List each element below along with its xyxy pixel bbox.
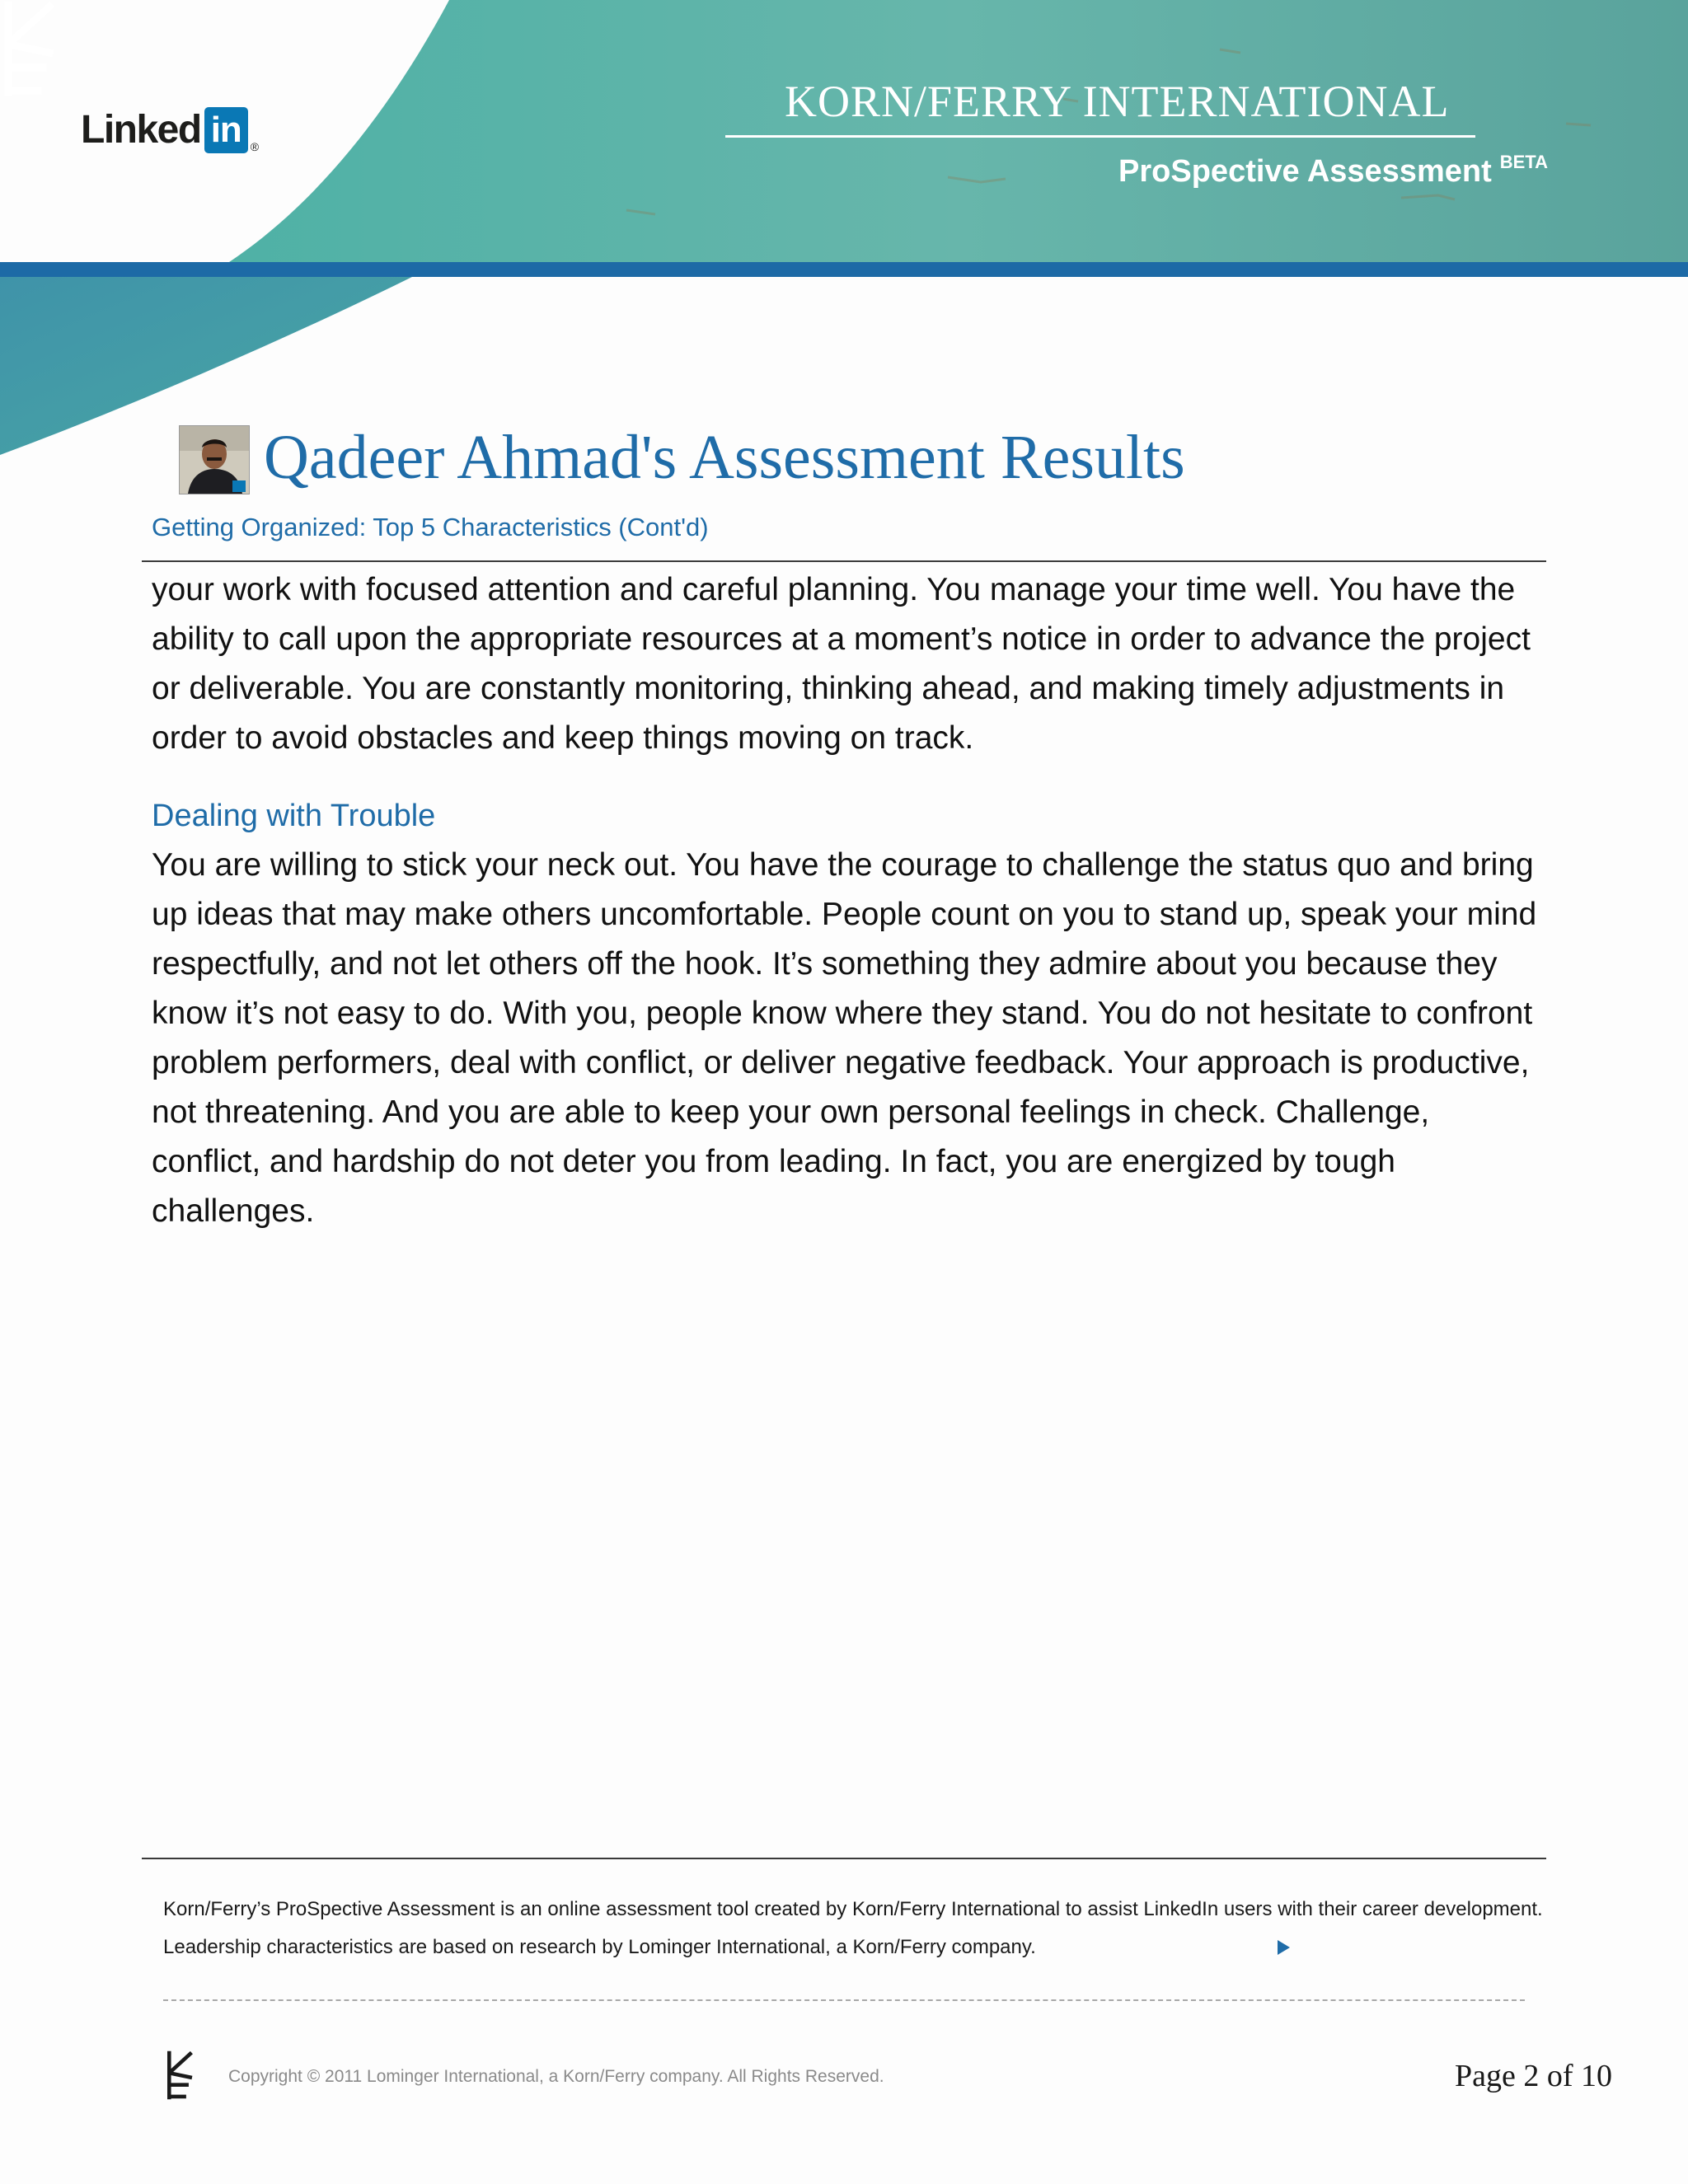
- banner-artwork: [0, 0, 1688, 462]
- footer-divider: [142, 1858, 1546, 1859]
- product-name: [1078, 145, 1548, 189]
- section-subtitle: Getting Organized: Top 5 Characteristics (Cont'd): [152, 513, 709, 541]
- page-number: Page 2 of 10: [1454, 2059, 1612, 2093]
- paragraph-getting-organized: your work with focused attention and careful planning. You manage your time well. You have the ability to call upon the appropriate resources at a moment’s notice in order to advance the project or deliverable. You are constantly monitoring, thinking ahead, and making timely adjustments in order to avoid obstacles and keep things moving on track.: [152, 572, 1531, 756]
- linkedin-in-badge: in: [204, 107, 248, 153]
- linkedin-wordmark: Linked: [81, 108, 201, 152]
- dashed-divider: [163, 1999, 1525, 2001]
- copyright-text: Copyright © 2011 Lominger International, a Korn/Ferry company. All Rights Reserved.: [228, 2067, 884, 2086]
- title-divider: [142, 560, 1546, 562]
- company-name: KORN/FERRY INTERNATIONAL: [785, 77, 1450, 126]
- header-banner: [0, 0, 1688, 462]
- product-title: ProSpective Assessment: [1118, 154, 1492, 189]
- paragraph-dealing-with-trouble: You are willing to stick your neck out. You have the courage to challenge the status quo and bring up ideas that may make others uncomfortable. People count on you to stand up, speak your mind respectfully, and not let others off the hook. It’s something they admire about you because they know it’s not easy to do. With you, people know where they stand. You do not hesitate to confront problem performers, deal with conflict, or deliver negative feedback. Your approach is productive, not threatening. And you are able to keep your own personal feelings in check. Challenge, conflict, and hardship do not deter you from leading. In fact, you are energized by tough challenges.: [152, 847, 1537, 1229]
- beta-tag: BETA: [1499, 152, 1548, 172]
- header-rule: [725, 135, 1475, 138]
- section-heading-dealing-with-trouble: Dealing with Trouble: [152, 799, 436, 833]
- profile-avatar: [179, 425, 250, 494]
- next-arrow-icon[interactable]: [1278, 1940, 1290, 1955]
- footer-note: Korn/Ferry’s ProSpective Assessment is an online assessment tool created by Korn/Ferry International to assist LinkedIn users with their career development. Leadership characteristics are based on research by Lominger International, a Korn/Ferry company.: [163, 1898, 1543, 1958]
- avatar-photo: [180, 426, 249, 494]
- kf-monogram-icon: [0, 0, 58, 97]
- registered-mark: ®: [250, 140, 260, 153]
- page-title: Qadeer Ahmad's Assessment Results: [264, 423, 1185, 492]
- linkedin-logo: [81, 107, 259, 153]
- kf-monogram-icon: [163, 2050, 196, 2100]
